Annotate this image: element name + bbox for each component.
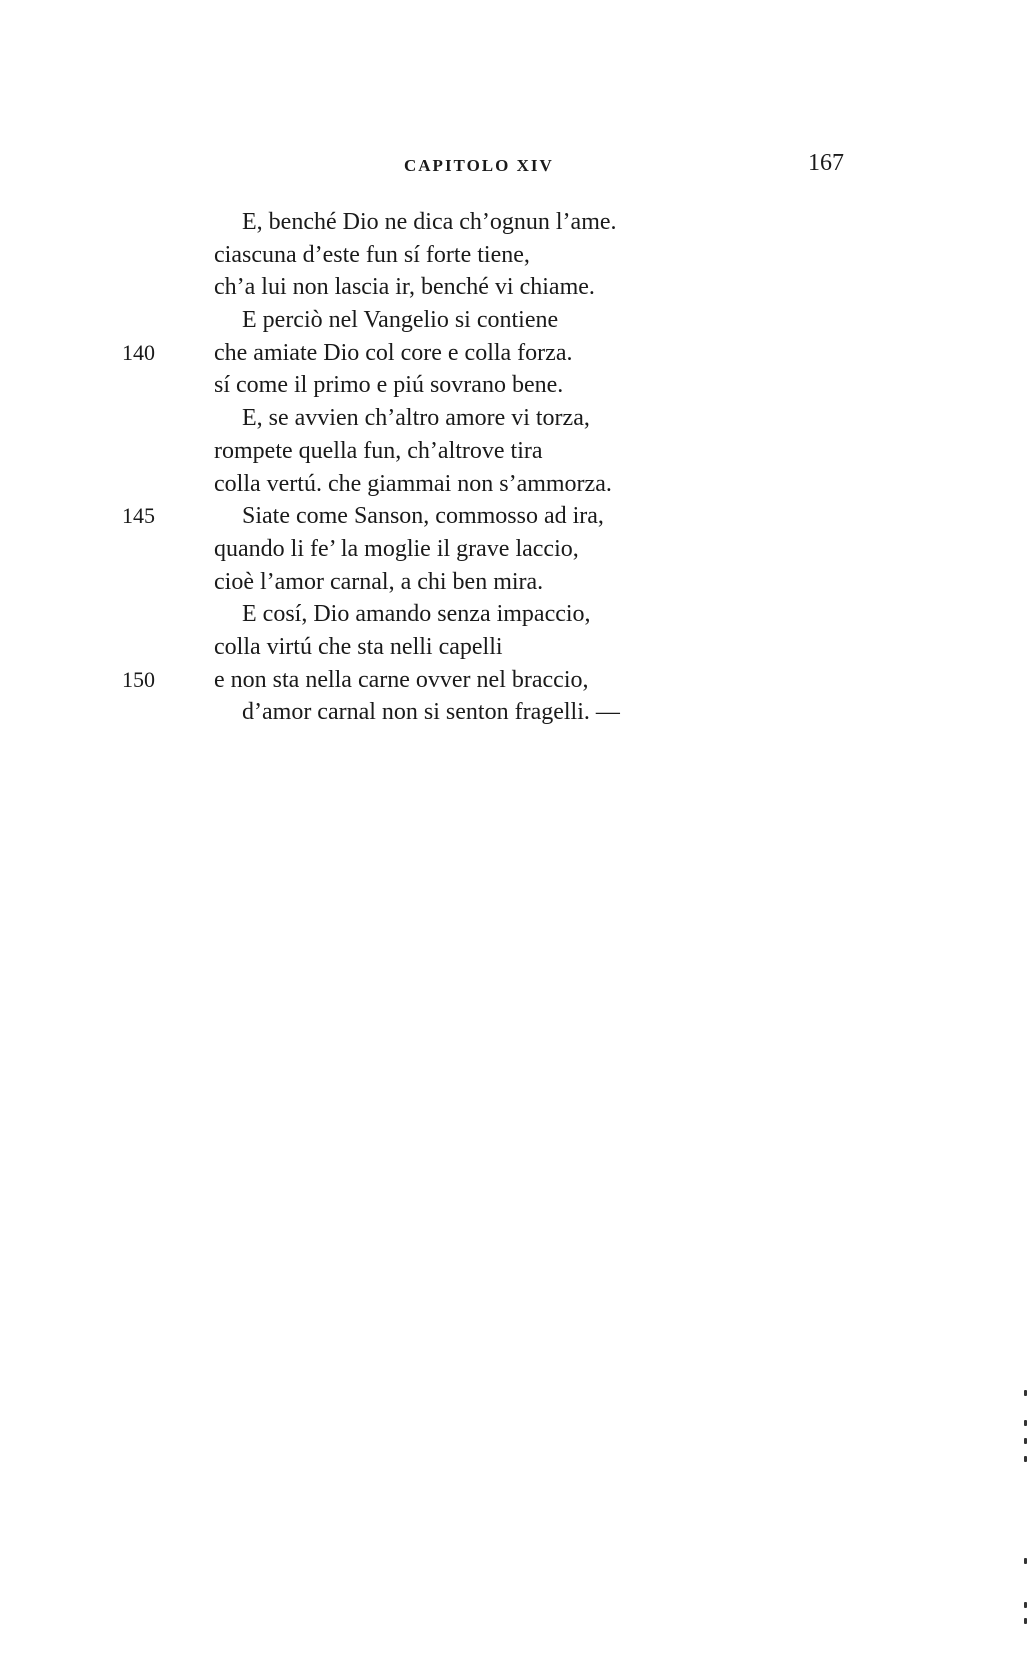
verse-text: E, benché Dio ne dica ch’ognun l’ame. [242, 209, 617, 235]
verse-line [0, 369, 1032, 402]
verse-line [0, 664, 1032, 697]
scan-artifact [1024, 1438, 1027, 1444]
page-number: 167 [808, 150, 844, 176]
verse-line [0, 304, 1032, 337]
scan-artifact [1024, 1456, 1027, 1462]
verse-text: ciascuna d’este fun sí forte tiene, [214, 241, 530, 268]
verse-line [0, 402, 1032, 435]
verse-text: colla virtú che sta nelli capelli [214, 633, 503, 660]
page-header [0, 150, 1032, 180]
verse-line [0, 631, 1032, 664]
verse-text: E perciò nel Vangelio si contiene [242, 307, 559, 334]
verse-line [0, 533, 1032, 566]
verse-line [0, 271, 1032, 304]
verse-text: rompete quella fun, ch’altrove tira [214, 437, 543, 464]
verse-line [0, 696, 1032, 729]
line-number: 150 [122, 666, 155, 692]
verse-text: Siate come Sanson, commosso ad ira, [242, 503, 604, 530]
verse-line [0, 239, 1032, 272]
scan-artifact [1024, 1390, 1027, 1396]
verse-text: colla vertú. che giammai non s’ammorza. [214, 470, 612, 497]
verse-text: quando li fe’ la moglie il grave laccio, [214, 535, 579, 562]
verse-text: sí come il primo e piú sovrano bene. [214, 372, 564, 399]
verse-line [0, 500, 1032, 533]
line-number: 140 [122, 339, 155, 365]
verse-text: e non sta nella carne ovver nel braccio, [214, 666, 589, 693]
verse-text: ch’a lui non lascia ir, benché vi chiame. [214, 274, 595, 301]
scan-artifact [1024, 1602, 1027, 1608]
scan-artifact [1024, 1618, 1027, 1624]
running-head: CAPITOLO XIV [404, 156, 554, 175]
verse-line [0, 337, 1032, 370]
scan-artifact [1024, 1558, 1027, 1564]
poem-body [0, 206, 1032, 729]
verse-line [0, 566, 1032, 599]
line-number: 145 [122, 503, 155, 529]
verse-text: d’amor carnal non si senton fragelli. — [242, 699, 620, 726]
scan-artifact [1024, 1420, 1027, 1426]
verse-line [0, 206, 1032, 239]
verse-text: che amiate Dio col core e colla forza. [214, 339, 573, 366]
verse-line [0, 468, 1032, 501]
verse-text: E, se avvien ch’altro amore vi torza, [242, 405, 590, 432]
verse-line [0, 435, 1032, 468]
scan-edge-marks [1024, 1390, 1030, 1630]
verse-line [0, 598, 1032, 631]
verse-text: E cosí, Dio amando senza impaccio, [242, 601, 591, 628]
verse-text: cioè l’amor carnal, a chi ben mira. [214, 568, 544, 595]
